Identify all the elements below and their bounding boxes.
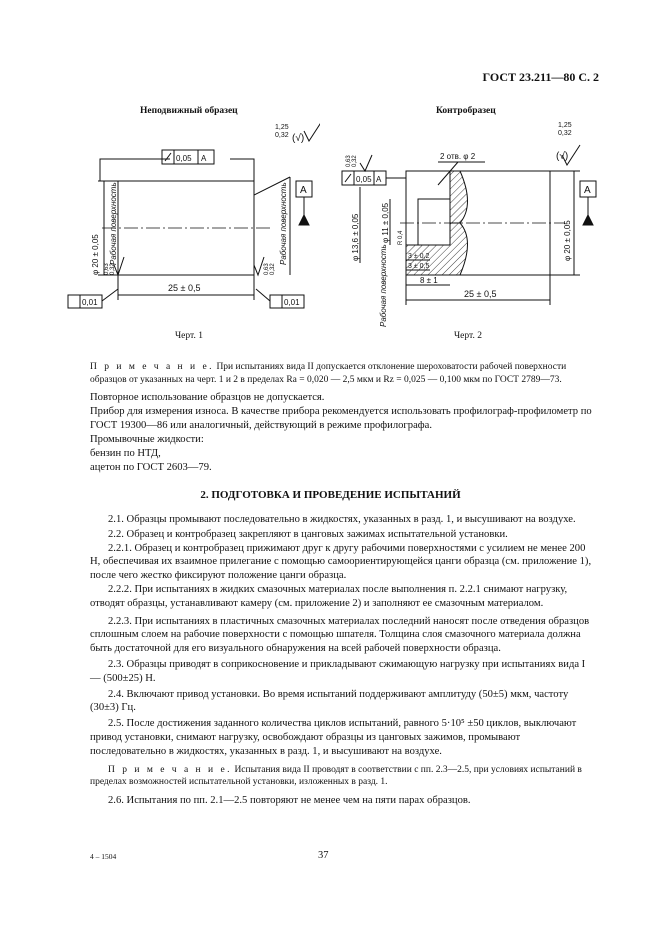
note-2-text: Испытания вида II проводят в соответствии с пп. 2.3—2.5, при условиях испытаний в пределах возможностей испытательной установки, изложенных в разд. 1. — [90, 764, 582, 788]
figure1-caption: Черт. 1 — [175, 331, 203, 341]
fig1-rough-b: 0,32 — [275, 132, 289, 139]
figure2-title: Контробразец — [436, 106, 496, 116]
fig2-rough-left-b: 0,32 — [352, 155, 358, 167]
paragraph: ацетон по ГОСТ 2603—79. — [90, 462, 212, 473]
fig1-flatness-1: 0,01 — [82, 298, 98, 307]
fig2-chamfer: R 0,4 — [398, 230, 404, 245]
fig2-d2: φ 11 ± 0,05 — [381, 202, 390, 243]
fig2-dim-b: 3 ± 0,5 — [408, 263, 430, 270]
fig2-holes: 2 отв. φ 2 — [440, 152, 476, 161]
fig2-length: 25 ± 0,5 — [464, 289, 497, 299]
fig2-d3: φ 20 ± 0,05 — [563, 220, 572, 261]
fig1-diameter: φ 20 ± 0,05 — [91, 234, 100, 275]
paragraph: 2.5. После достижения заданного количества циклов испытаний, равного 5·10⁵ ±50 циклов, выключают привод установки, снимают нагрузку, освобождают образцы из цанговых зажимов, промывают последовательно в жидкостях, указанных в разд. 1, и высушивают на воздухе. — [90, 718, 577, 757]
fig1-rough-left-a: 0,63 — [104, 263, 110, 275]
figure1-drawing — [60, 115, 320, 330]
paragraph: 2.2.1. Образец и контробразец прижимают друг к другу рабочими поверхностями с усилием не менее 200 Н, обеспечивая их взаимное прилегание с помощью самоориентирующейся цанги образца (см. приложение 1), после чего жестко фиксируют положение цанги образца. — [90, 542, 592, 582]
paragraph: 2.4. Включают привод установки. Во время испытаний поддерживают амплитуду (50±5) мкм, частоту (30±3) Гц. — [90, 688, 569, 714]
pre-section-text — [90, 391, 598, 475]
paragraph: Прибор для измерения износа. В качестве прибора рекомендуется использовать профилограф-профилометр по ГОСТ 19300—86 или аналогичный, действующий в режиме профилографа. — [90, 406, 592, 431]
paragraph: бензин по НТД, — [90, 448, 161, 459]
page-number: 37 — [318, 850, 329, 861]
fig1-work-surface-right: Рабочая поверхность — [279, 182, 288, 265]
fig2-rough-left-a: 0,63 — [346, 155, 352, 167]
fig1-rough-right-b: 0,32 — [270, 263, 276, 275]
fig1-rough-right-a: 0,63 — [264, 263, 270, 275]
fig1-length: 25 ± 0,5 — [168, 283, 201, 293]
fig2-work-surface: Рабочая поверхность — [379, 244, 388, 327]
note-2 — [90, 764, 598, 789]
fig1-work-surface-left: Рабочая поверхность — [109, 182, 118, 265]
paragraph: 2.2.3. При испытаниях в пластичных смазочных материалах последний наносят после отведения образцов сплошным слоем на рабочие поверхности с помощью шпателя. Толщина слоя смазочного материала должна быть достаточной для его визуального обнаружения на всей рабочей поверхности образца. — [90, 615, 590, 655]
fig2-rough-b: 0,32 — [558, 130, 572, 137]
fig1-rough-left-b: 0,32 — [110, 263, 116, 275]
fig1-datum-a: A — [300, 185, 307, 196]
note-1 — [90, 361, 598, 386]
fig2-dim-c: 8 ± 1 — [420, 276, 438, 285]
fig2-d1: φ 13,6 ± 0,05 — [351, 213, 360, 261]
paragraph: 2.2. Образец и контробразец закрепляют в цанговых зажимах испытательной установки. — [108, 528, 508, 540]
figure2-caption: Черт. 2 — [454, 331, 482, 341]
footer-code: 4 – 1504 — [90, 852, 117, 861]
fig1-datum-ref: A — [201, 154, 207, 163]
fig2-check: (√) — [556, 151, 569, 162]
fig2-datum-a: A — [584, 185, 591, 196]
note-1-text: При испытаниях вида II допускается отклонение шероховатости рабочей поверхности образцов от указанных на черт. 1 и 2 в пределах Ra = 0,020 — 2,5 мкм и Rz = 0,025 — 0,100 мкм по ГОСТ 2789—73. — [90, 362, 567, 385]
fig1-flatness-2: 0,01 — [284, 298, 300, 307]
fig2-datum-ref: A — [376, 175, 382, 184]
section-title: 2. ПОДГОТОВКА И ПРОВЕДЕНИЕ ИСПЫТАНИЙ — [200, 489, 461, 501]
paragraph: 2.2.2. При испытаниях в жидких смазочных материалах после выполнения п. 2.2.1 снимают нагрузку, отводят образцы, устанавливают камеру (см. приложение 2) и заполняют ее смазочным материалом. — [90, 583, 568, 609]
paragraph: Повторное использование образцов не допускается. — [90, 392, 325, 403]
figure2-drawing — [340, 115, 615, 330]
paragraph: 2.6. Испытания по пп. 2.1—2.5 повторяют не менее чем на пяти парах образцов. — [108, 794, 471, 806]
paragraph: 2.1. Образцы промывают последовательно в жидкостях, указанных в разд. 1, и высушивают на воздухе. — [108, 514, 576, 525]
fig1-tolerance: 0,05 — [176, 154, 192, 163]
fig1-check: (√) — [292, 133, 305, 144]
fig2-rough-a: 1,25 — [558, 122, 572, 129]
fig1-rough-a: 1,25 — [275, 124, 289, 131]
figure1-title: Неподвижный образец — [140, 106, 238, 116]
section-text — [90, 513, 598, 807]
page-header: ГОСТ 23.211—80 С. 2 — [482, 70, 599, 84]
fig2-dim-a: 3 ± 0,2 — [408, 253, 430, 260]
paragraph: 2.3. Образцы приводят в соприкосновение и прикладывают сжимающую нагрузку при испытаниях вида I — (500±25) Н. — [90, 658, 586, 684]
paragraph: Промывочные жидкости: — [90, 434, 204, 445]
note-1-label: П р и м е ч а н и е. — [90, 362, 215, 372]
fig2-runout: 0,05 — [356, 175, 372, 184]
note-2-label: П р и м е ч а н и е. — [108, 764, 233, 775]
